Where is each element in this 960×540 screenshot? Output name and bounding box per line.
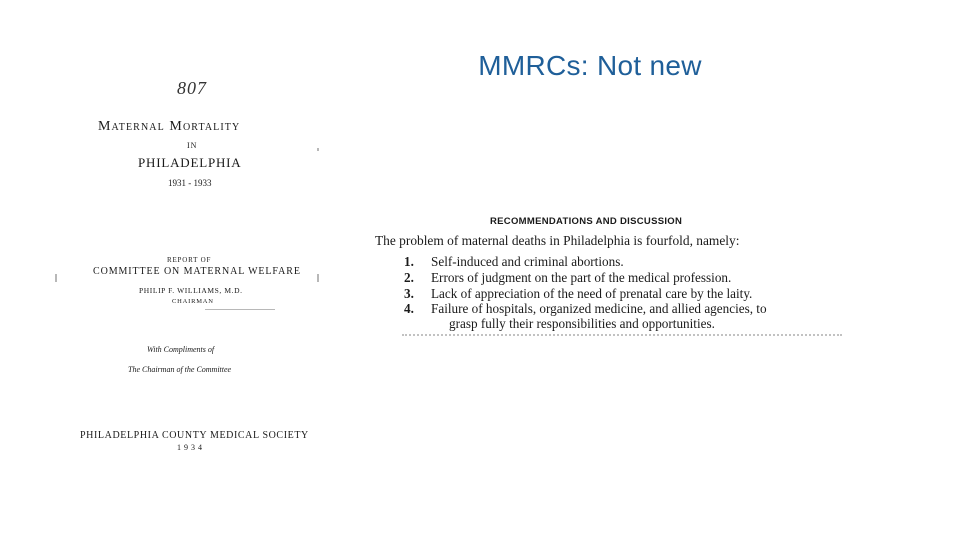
cover-number: 807 — [177, 78, 207, 98]
list-item-text: Errors of judgment on the part of the medical profession. — [431, 270, 732, 285]
report-cover-scan — [55, 70, 320, 470]
cover-chairman-title: CHAIRMAN — [172, 298, 214, 305]
excerpt-intro: The problem of maternal deaths in Philadelphia is fourfold, namely: — [375, 233, 740, 248]
list-item-continuation: grasp fully their responsibilities and opportunities. — [449, 316, 715, 331]
list-item-number: 3. — [404, 286, 414, 301]
scan-rule — [205, 309, 275, 310]
list-item-text: Failure of hospitals, organized medicine, and allied agencies, to — [431, 301, 767, 316]
cover-committee-chair: The Chairman of the Committee — [128, 365, 232, 374]
cover-committee: COMMITTEE ON MATERNAL WELFARE — [93, 266, 301, 277]
excerpt-heading: RECOMMENDATIONS AND DISCUSSION — [490, 216, 683, 227]
list-item-number: 2. — [404, 270, 414, 285]
cover-society-year: 1934 — [177, 443, 205, 452]
recommendations-excerpt-scan — [372, 210, 852, 340]
scan-edge-mark — [317, 148, 319, 151]
list-item-number: 1. — [404, 254, 414, 269]
list-item-text: Self-induced and criminal abortions. — [431, 254, 624, 269]
scan-cut-edge — [402, 334, 842, 338]
cover-title: Maternal Mortality — [98, 119, 241, 134]
cover-years: 1931 - 1933 — [168, 178, 212, 188]
slide-title: MMRCs: Not new — [478, 50, 702, 81]
scan-edge-mark — [317, 274, 319, 282]
cover-compliments: With Compliments of — [147, 345, 215, 354]
cover-report-of: REPORT OF — [167, 256, 212, 264]
cover-in: IN — [187, 141, 198, 150]
cover-chairman-name: PHILIP F. WILLIAMS, M.D. — [139, 286, 243, 295]
cover-society: PHILADELPHIA COUNTY MEDICAL SOCIETY — [80, 430, 309, 441]
list-item-number: 4. — [404, 301, 414, 316]
cover-city: PHILADELPHIA — [138, 155, 242, 170]
list-item-text: Lack of appreciation of the need of prenatal care by the laity. — [431, 286, 753, 301]
scan-edge-mark — [55, 274, 57, 282]
